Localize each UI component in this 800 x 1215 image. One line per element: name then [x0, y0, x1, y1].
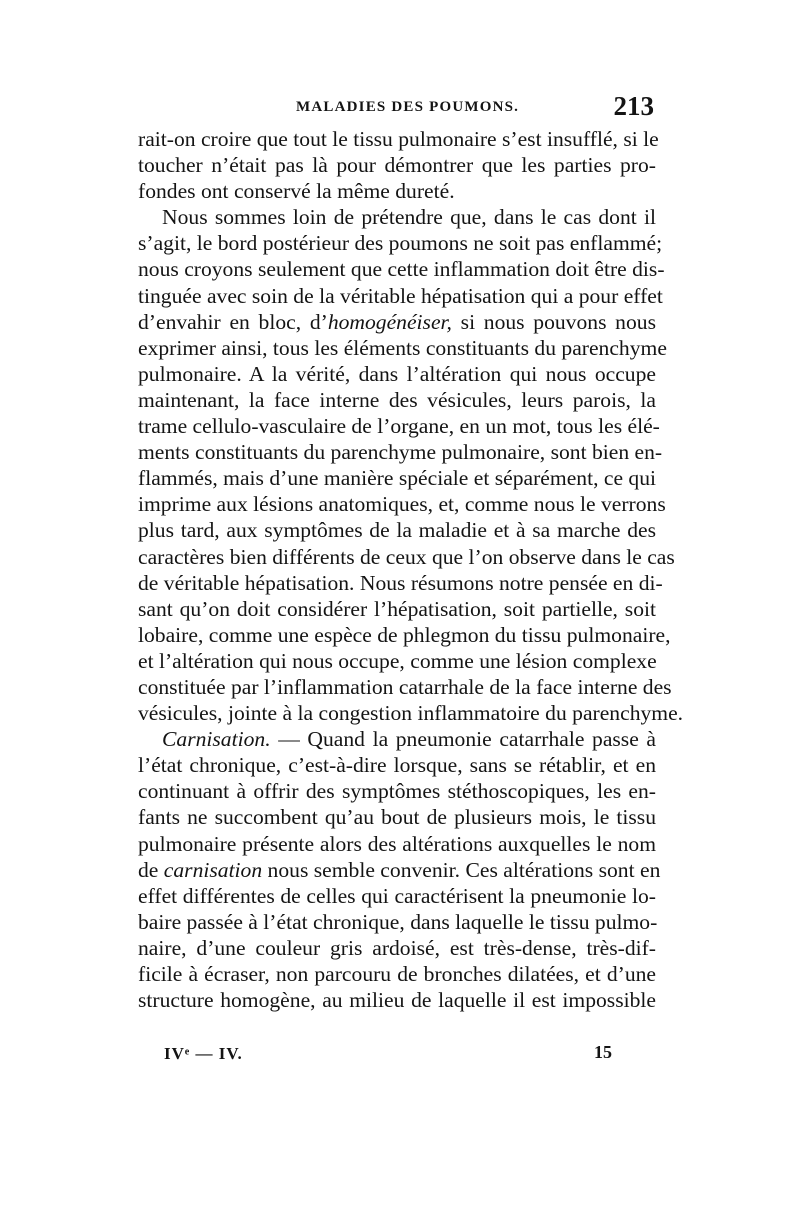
text-line: rait-on croire que tout le tissu pulmonaire s’est insufflé, si le [138, 127, 659, 151]
text-line: caractères bien différents de ceux que l’on observe dans le cas [138, 544, 675, 569]
text-line: baire passée à l’état chronique, dans laquelle le tissu pulmo- [138, 909, 658, 934]
page-number: 213 [613, 91, 654, 121]
text-line: fants ne succombent qu’au bout de plusieurs mois, le tissu [138, 805, 656, 830]
text-line: maintenant, la face interne des vésicules, leurs parois, la [138, 387, 656, 412]
text-line: nous croyons seulement que cette inflammation doit être dis- [138, 257, 665, 282]
text-line: ments constituants du parenchyme pulmonaire, sont bien en- [138, 440, 663, 465]
text-line: plus tard, aux symptômes de la maladie et à sa marche des [138, 518, 656, 543]
text-line: flammés, mais d’une manière spéciale et séparément, ce qui [138, 466, 657, 491]
text-line: de carnisation nous semble convenir. Ces altérations sont en [138, 857, 661, 882]
text-line: structure homogène, au milieu de laquelle il est impossible [138, 988, 656, 1013]
text-line: pulmonaire. A la vérité, dans l’altération qui nous occupe [138, 361, 656, 386]
text-line: trame cellulo-vasculaire de l’organe, en un mot, tous les élé- [138, 414, 660, 439]
italic-term: carnisation [163, 857, 263, 882]
paragraph-2 [138, 204, 684, 726]
text-line: imprime aux lésions anatomiques, et, comme nous le verrons [138, 492, 666, 517]
paragraph-3 [138, 726, 661, 1013]
text-line: pulmonaire présente alors des altérations auxquelles le nom [138, 831, 656, 856]
text-line: d’envahir en bloc, d’homogénéiser, si nous pouvons nous [138, 309, 656, 334]
sheet-number: 15 [594, 1042, 612, 1062]
text-line: vésicules, jointe à la congestion inflammatoire du parenchyme. [138, 701, 684, 726]
text-line: constituée par l’inflammation catarrhale de la face interne des [138, 674, 672, 699]
text-line: Carnisation. — Quand la pneumonie catarrhale passe à [162, 727, 656, 752]
text-line: fondes ont conservé la même dureté. [138, 179, 455, 204]
text-line: naire, d’une couleur gris ardoisé, est très-dense, très-dif- [138, 935, 656, 960]
page-footer [164, 1040, 624, 1068]
text-line: et l’altération qui nous occupe, comme une lésion complexe [138, 648, 657, 673]
running-head [138, 91, 656, 125]
text-line: s’agit, le bord postérieur des poumons ne soit pas enflammé; [138, 231, 663, 256]
text-line: l’état chronique, c’est-à-dire lorsque, sans se rétablir, et en [138, 753, 656, 778]
paragraph-1 [138, 126, 659, 204]
text-line: lobaire, comme une espèce de phlegmon du tissu pulmonaire, [138, 622, 671, 647]
italic-term: Carnisation. [162, 727, 271, 752]
text-line: ficile à écraser, non parcouru de bronches dilatées, et d’une [138, 962, 656, 986]
text-line: continuant à offrir des symptômes stéthoscopiques, les en- [138, 779, 656, 804]
text-line: de véritable hépatisation. Nous résumons notre pensée en di- [138, 570, 663, 595]
text-line: exprimer ainsi, tous les éléments constituants du parenchyme [138, 335, 667, 360]
text-line: sant qu’on doit considérer l’hépatisation, soit partielle, soit [138, 596, 656, 621]
running-title: MALADIES DES POUMONS. [296, 99, 520, 115]
text-line: Nous sommes loin de prétendre que, dans le cas dont il [162, 205, 656, 230]
text-line: effet différentes de celles qui caractérisent la pneumonie lo- [138, 883, 656, 908]
text-line: tinguée avec soin de la véritable hépatisation qui a pour effet [138, 283, 663, 308]
italic-term: homogénéiser, [327, 309, 452, 334]
text-line: toucher n’était pas là pour démontrer que les parties pro- [138, 153, 656, 178]
body-text [138, 126, 684, 1013]
signature-mark: IVᵉ — IV. [164, 1044, 243, 1063]
